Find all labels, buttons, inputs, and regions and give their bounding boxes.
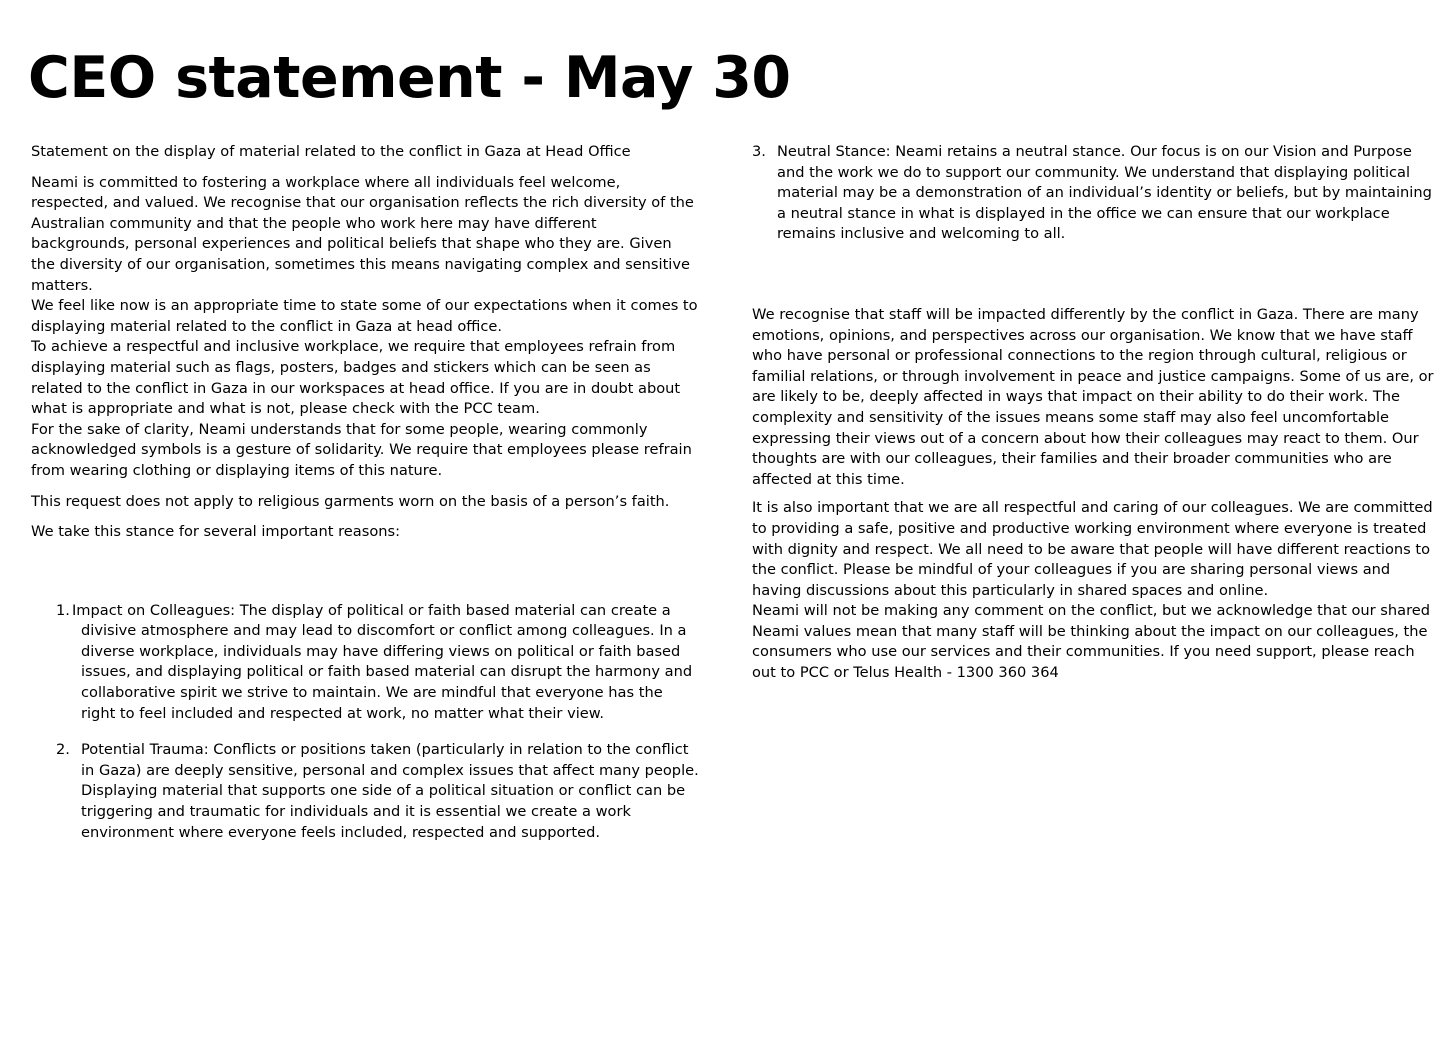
list-item	[31, 740, 699, 843]
reasons-list-continued	[752, 142, 1436, 245]
paragraph-respect: It is also important that we are all respectful and caring of our colleagues. We are committed to providing a safe, positive and productive working environment where everyone is treated with dignity and respect. We all need to be aware that people will have different reactions to the conflict. Please be mindful of your colleagues if you are sharing personal views and having discussions about this particularly in shared spaces and online.	[752, 499, 1433, 599]
page-title: CEO statement - May 30	[28, 45, 791, 111]
statement-subtitle: Statement on the display of material related to the conflict in Gaza at Head Office	[31, 143, 631, 160]
paragraph-reasons-intro: We take this stance for several important reasons:	[31, 523, 401, 541]
list-item-text: Potential Trauma: Conflicts or positions taken (particularly in relation to the conflict in Gaza) are deeply sensitive, personal and complex issues that affect many people. Displaying material that supports one side of a political situation or conflict can be triggering and traumatic for individuals and it is essential we create a work environment where everyone feels included, respected and supported.	[81, 741, 699, 841]
left-column	[31, 142, 699, 843]
right-column	[752, 142, 1436, 684]
paragraph-religious-exemption: This request does not apply to religious garments worn on the basis of a person’s faith.	[31, 492, 670, 510]
list-item	[31, 601, 699, 725]
list-item-number: 3.	[752, 143, 766, 160]
list-item-text: Impact on Colleagues: The display of political or faith based material can create a divisive atmosphere and may lead to discomfort or conflict among colleagues. In a diverse workplace, individuals may have differing views on political or faith based issues, and displaying political or faith based material can disrupt the harmony and collaborative spirit we strive to maintain. We are mindful that everyone has the right to feel included and respected at work, no matter what their view.	[72, 601, 693, 722]
reasons-list	[31, 601, 699, 844]
list-item-text: Neutral Stance: Neami retains a neutral stance. Our focus is on our Vision and Purpose and the work we do to support our community. We understand that displaying political material may be a demonstration of an individual’s identity or beliefs, but by maintaining a neutral stance in what is displayed in the office we can ensure that our workplace remains inclusive and welcoming to all.	[777, 143, 1432, 243]
paragraph-expectations: We feel like now is an appropriate time to state some of our expectations when it comes to displaying material related to the conflict in Gaza at head office.	[31, 297, 698, 335]
paragraph-requirement: To achieve a respectful and inclusive workplace, we require that employees refrain from displaying material such as flags, posters, badges and stickers which can be seen as related to the conflict in Gaza in our workspaces at head office. If you are in doubt about what is appropriate and what is not, please check with the PCC team.	[31, 338, 681, 418]
list-item-number: 1.	[56, 601, 70, 619]
paragraph-clarity: For the sake of clarity, Neami understands that for some people, wearing commonly acknowledged symbols is a gesture of solidarity. We require that employees please refrain from wearing clothing or displaying items of this nature.	[31, 420, 692, 479]
paragraph-support: Neami will not be making any comment on the conflict, but we acknowledge that our shared Neami values mean that many staff will be thinking about the impact on our colleagues, the consumers who use our services and their communities. If you need support, please reach out to PCC or Telus Health - 1300 360 364	[752, 602, 1430, 682]
paragraph-impact: We recognise that staff will be impacted differently by the conflict in Gaza. There are many emotions, opinions, and perspectives across our organisation. We know that we have staff who have personal or professional connections to the region through cultural, religious or familial relations, or through involvement in peace and justice campaigns. Some of us are, or are likely to be, deeply affected in ways that impact on their ability to do their work. The complexity and sensitivity of the issues means some staff may also feel uncomfortable expressing their views out of a concern about how their colleagues may react to them. Our thoughts are with our colleagues, their families and their broader communities who are affected at this time.	[752, 305, 1434, 488]
list-item	[752, 142, 1436, 245]
list-item-number: 2.	[56, 741, 70, 759]
paragraph-commitment: Neami is committed to fostering a workplace where all individuals feel welcome, respected, and valued. We recognise that our organisation reflects the rich diversity of the Australian community and that the people who work here may have different backgrounds, personal experiences and political beliefs that shape who they are. Given the diversity of our organisation, sometimes this means navigating complex and sensitive matters.	[31, 173, 694, 294]
